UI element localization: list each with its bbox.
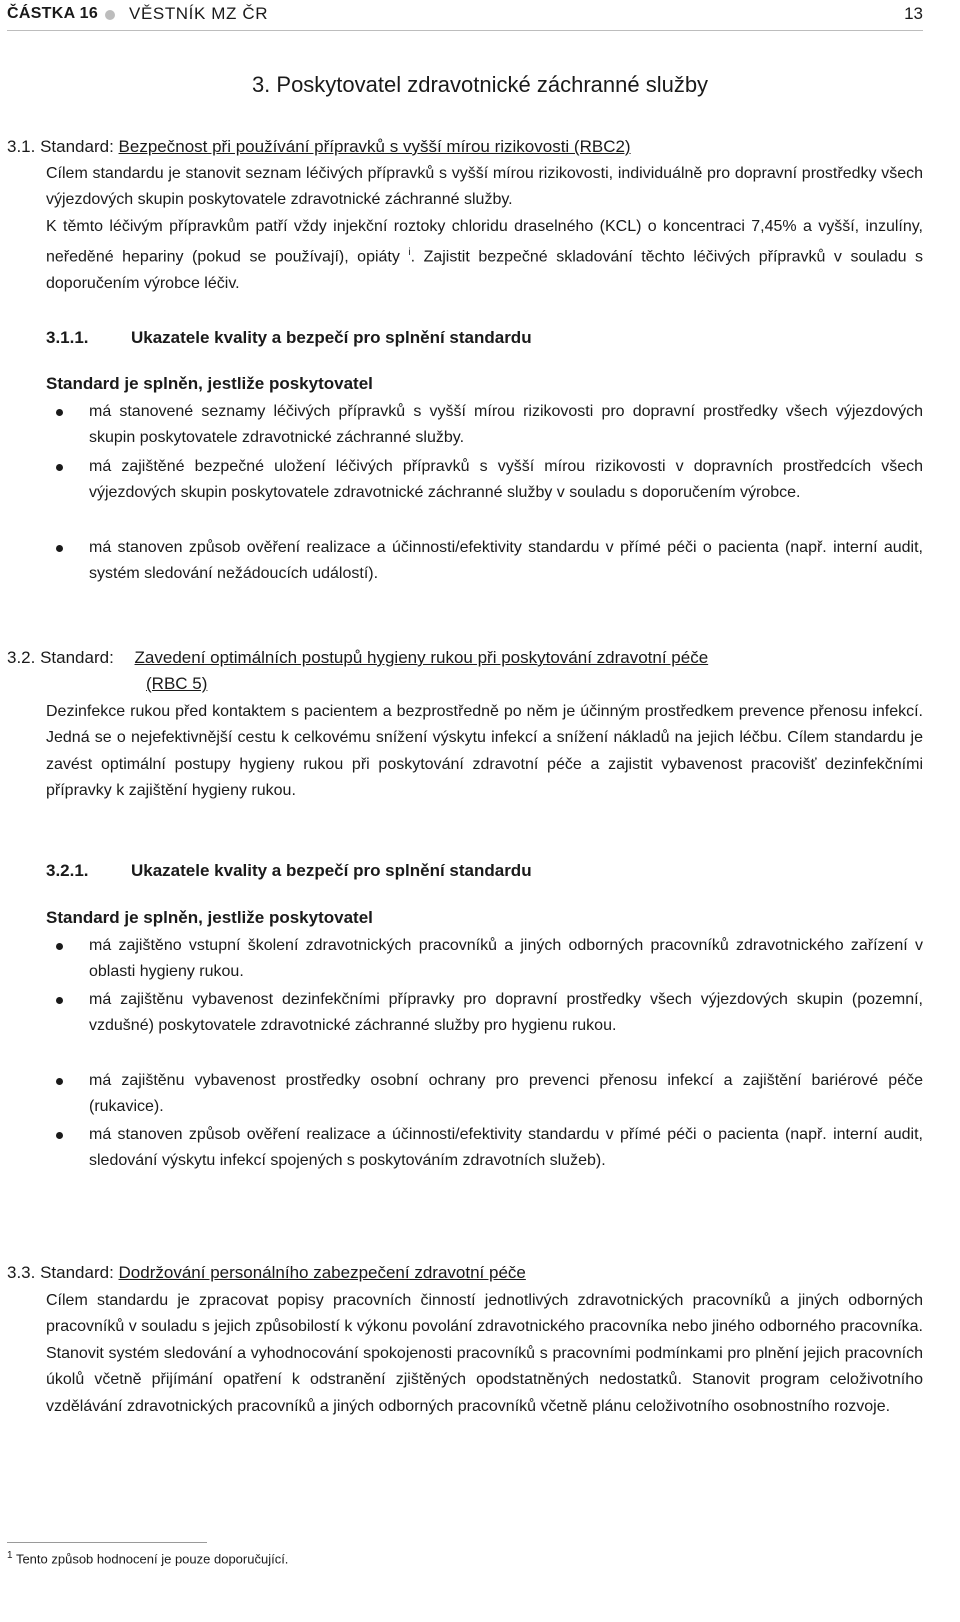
list-item: má stanoven způsob ověření realizace a účinnosti/efektivity standardu v přímé péči o pacienta (např. interní audit, systém sledování nežádoucích událostí). — [89, 539, 923, 583]
standard-heading — [7, 137, 631, 157]
footnote-reference: i — [408, 247, 411, 259]
paragraph: Cílem standardu je zpracovat popisy pracovních činností jednotlivých zdravotnických pracovníků a jiných odborných pracovníků v souladu s jejich způsobilostí k výkonu povolání zdravotnického pracovníka nebo jiného odborného pracovníka. Stanovit systém sledování a vyhodnocování spokojenosti pracovníků s pracovními podmínkami pro plnění jejich pracovních úkolů včetně přijímání opatření k odstranění zjištěných opodstatněných nedostatků. Stanovit program celoživotního vzdělávání zdravotnických pracovníků a jiných odborných pracovníků včetně plánu celoživotního osobnostního rozvoje. — [46, 1292, 923, 1415]
chapter-title: 3. Poskytovatel zdravotnické záchranné služby — [251, 72, 709, 97]
standard-name: Dodržování personálního zabezpečení zdravotní péče — [118, 1263, 526, 1282]
bullet-icon — [56, 1132, 63, 1139]
journal-name: VĚSTNÍK MZ ČR — [129, 4, 269, 23]
page-number: 13 — [904, 4, 923, 23]
standard-name-continued: (RBC 5) — [146, 674, 208, 693]
footnote-mark: 1 — [7, 1550, 13, 1561]
subsection-title: Ukazatele kvality a bezpečí pro splnění standardu — [131, 328, 532, 347]
list-item: má stanoven způsob ověření realizace a účinnosti/efektivity standardu v přímé péči o pacienta (např. interní audit, sledování výskytu infekcí spojených s poskytováním zdravotních služeb). — [89, 1126, 923, 1170]
paragraph: Dezinfekce rukou před kontaktem s pacientem a bezprostředně po něm je účinným prostředkem prevence přenosu infekcí. Jedná se o nejefektivnější cestu k celkovému snížení výskytu infekcí a snížení nákladů na jejich léčbu. Cílem standardu je zavést optimální postupy hygieny rukou při poskytování zdravotní péče a zajistit vybavenost pracovišť dezinfekčními přípravky k zajištění hygieny rukou. — [46, 703, 923, 800]
standard-heading — [7, 648, 708, 668]
list-item: má zajištěné bezpečné uložení léčivých přípravků s vyšší mírou rizikovosti v dopravních prostředcích všech výjezdových skupin poskytovatele zdravotnické záchranné služby v souladu s doporučením výrobce. — [89, 458, 923, 502]
list-item: má zajištěno vstupní školení zdravotnických pracovníků a jiných odborných pracovníků zdravotnického zařízení v oblasti hygieny rukou. — [89, 937, 923, 981]
criteria-heading: Standard je splněn, jestliže poskytovatel — [46, 374, 373, 393]
footnote-divider — [7, 1542, 207, 1543]
standard-heading — [7, 1263, 526, 1283]
footnote-text: Tento způsob hodnocení je pouze doporučující. — [12, 1551, 289, 1567]
subsection-number: 3.1.1. — [46, 328, 89, 347]
standard-number: 3.2. Standard: — [7, 648, 119, 667]
bullet-icon — [56, 464, 63, 471]
criteria-heading: Standard je splněn, jestliže poskytovatel — [46, 908, 373, 927]
bullet-icon — [56, 545, 63, 552]
page-header — [7, 0, 923, 31]
issue-number: ČÁSTKA 16 — [7, 5, 99, 22]
list-item: má stanovené seznamy léčivých přípravků s vyšší mírou rizikovosti pro dopravní prostředky všech výjezdových skupin poskytovatele zdravotnické záchranné služby. — [89, 403, 923, 447]
list-item: má zajištěnu vybavenost dezinfekčními přípravky pro dopravní prostředky všech výjezdových skupin (pozemní, vzdušné) poskytovatele zdravotnické záchranné služby pro hygienu rukou. — [89, 991, 923, 1035]
standard-number: 3.1. Standard: — [7, 137, 119, 156]
standard-name: Zavedení optimálních postupů hygieny rukou při poskytování zdravotní péče — [134, 648, 709, 667]
subsection-number: 3.2.1. — [46, 861, 89, 880]
paragraph — [46, 214, 923, 298]
paragraph-text: K těmto léčivým přípravkům patří vždy injekční roztoky chloridu draselného (KCL) o koncentraci 7,45% a vyšší, inzulíny, neředěné hepariny (pokud se používají), opiáty — [46, 218, 923, 266]
bullet-icon — [56, 409, 63, 416]
subsection-title: Ukazatele kvality a bezpečí pro splnění standardu — [131, 861, 532, 880]
paragraph-text: . Zajistit bezpečné skladování těchto léčivých přípravků v souladu s doporučením výrobce léčiv. — [46, 248, 924, 293]
list-item: má zajištěnu vybavenost prostředky osobní ochrany pro prevenci přenosu infekcí a zajištění bariérové péče (rukavice). — [89, 1072, 923, 1116]
bullet-icon — [56, 1078, 63, 1085]
standard-number: 3.3. Standard: — [7, 1263, 119, 1282]
bullet-dot-icon — [105, 10, 115, 20]
bullet-icon — [56, 997, 63, 1004]
paragraph: Cílem standardu je stanovit seznam léčivých přípravků s vyšší mírou rizikovosti, individuálně pro dopravní prostředky všech výjezdových skupin poskytovatele zdravotnické záchranné služby. — [46, 165, 923, 209]
bullet-icon — [56, 943, 63, 950]
standard-name: Bezpečnost při používání přípravků s vyšší mírou rizikovosti (RBC2) — [118, 137, 631, 156]
footnote — [7, 1550, 288, 1566]
